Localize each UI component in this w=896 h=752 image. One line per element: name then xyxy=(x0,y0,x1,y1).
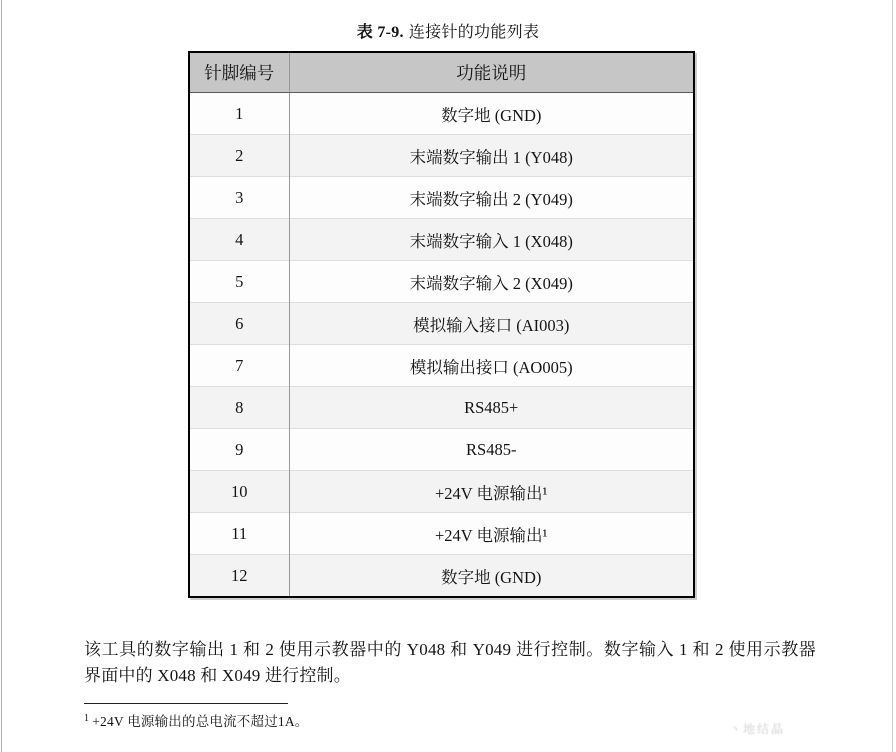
pin-function-table xyxy=(188,51,695,598)
function-desc-cell: RS485+ xyxy=(289,387,694,429)
table-caption-text: 连接针的功能列表 xyxy=(408,24,540,41)
pin-number-cell: 1 xyxy=(189,93,289,135)
pin-number-cell: 11 xyxy=(189,513,289,555)
table-row xyxy=(189,471,694,513)
function-desc-cell: +24V 电源输出¹ xyxy=(289,471,694,513)
function-desc-cell: 末端数字输入 1 (X048) xyxy=(289,219,694,261)
pin-number-cell: 8 xyxy=(189,387,289,429)
table-row xyxy=(189,177,694,219)
watermark-artifact: 丶地结晶 xyxy=(729,722,786,736)
function-desc-cell: 末端数字输入 2 (X049) xyxy=(289,261,694,303)
function-desc-cell: 模拟输入接口 (AI003) xyxy=(289,303,694,345)
table-caption xyxy=(0,19,896,42)
pin-number-cell: 12 xyxy=(189,555,289,598)
body-paragraph: 该工具的数字输出 1 和 2 使用示教器中的 Y048 和 Y049 进行控制。数字输入 1 和 2 使用示教器界面中的 X048 和 X049 进行控制。 xyxy=(84,640,816,685)
table-row xyxy=(189,135,694,177)
footnote-text: +24V 电源输出的总电流不超过1A。 xyxy=(92,714,309,729)
table-row xyxy=(189,513,694,555)
function-desc-cell: 数字地 (GND) xyxy=(289,555,694,598)
pin-number-cell: 3 xyxy=(189,177,289,219)
table-row xyxy=(189,345,694,387)
function-desc-cell: RS485- xyxy=(289,429,694,471)
pin-number-cell: 2 xyxy=(189,135,289,177)
pin-number-cell: 9 xyxy=(189,429,289,471)
pin-number-cell: 4 xyxy=(189,219,289,261)
function-desc-cell: 模拟输出接口 (AO005) xyxy=(289,345,694,387)
footnote-separator-line xyxy=(84,703,288,704)
table-row xyxy=(189,303,694,345)
pin-number-cell: 10 xyxy=(189,471,289,513)
pin-number-cell: 6 xyxy=(189,303,289,345)
table-caption-number: 表 7-9. xyxy=(356,24,404,41)
page-edge-left-line xyxy=(1,0,2,752)
pin-number-cell: 5 xyxy=(189,261,289,303)
table-row xyxy=(189,93,694,135)
table-row xyxy=(189,387,694,429)
footnote-marker: 1 xyxy=(84,712,90,724)
header-function-desc: 功能说明 xyxy=(289,52,694,93)
page-edge-right-line xyxy=(892,0,893,752)
footnote xyxy=(84,710,309,730)
table-header-row xyxy=(189,52,694,93)
table-row xyxy=(189,261,694,303)
header-pin-number: 针脚编号 xyxy=(189,52,289,93)
function-desc-cell: 末端数字输出 2 (Y049) xyxy=(289,177,694,219)
function-desc-cell: 数字地 (GND) xyxy=(289,93,694,135)
function-desc-cell: +24V 电源输出¹ xyxy=(289,513,694,555)
table-row xyxy=(189,555,694,598)
function-desc-cell: 末端数字输出 1 (Y048) xyxy=(289,135,694,177)
table-row xyxy=(189,219,694,261)
pin-number-cell: 7 xyxy=(189,345,289,387)
pin-table-body xyxy=(189,93,694,598)
table-row xyxy=(189,429,694,471)
